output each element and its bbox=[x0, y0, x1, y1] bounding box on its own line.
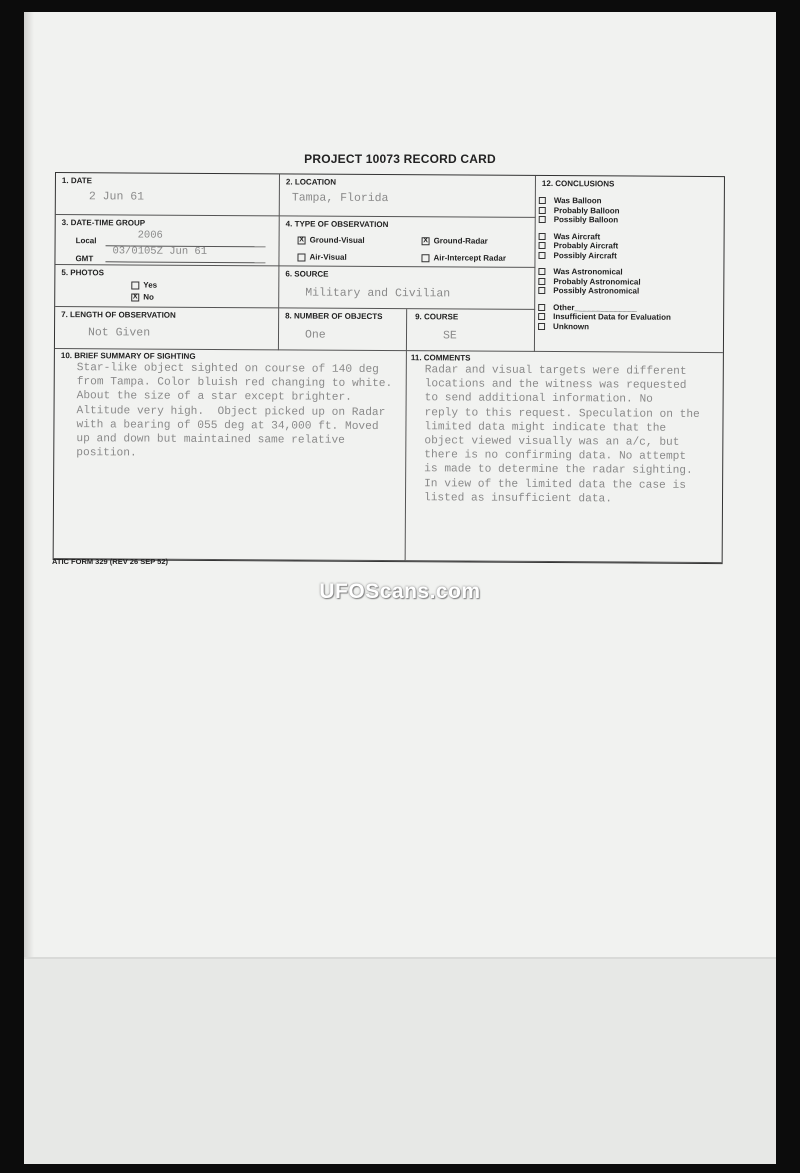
checkbox-air-visual[interactable] bbox=[297, 253, 305, 261]
conclusion-option[interactable]: Probably Balloon bbox=[539, 205, 672, 215]
comments-text: Radar and visual targets were different locations and the witness was requested to send additional information. No reply to this request. Speculation on the limited data might indicate that the object viewed visually was an a/c, but there is no confirming data. No attempt is made to determine the radar sighting. In view of the limited data the case is listed as insufficient data. bbox=[423, 364, 700, 506]
summary-label: 10. BRIEF SUMMARY OF SIGHTING bbox=[60, 351, 196, 361]
conclusion-option[interactable]: Was Balloon bbox=[539, 196, 672, 206]
type-air-intercept-radar[interactable]: Air-Intercept Radar bbox=[421, 253, 506, 263]
source-cell bbox=[279, 266, 535, 310]
photos-label: 5. PHOTOS bbox=[61, 268, 104, 278]
date-label: 1. DATE bbox=[61, 176, 93, 186]
source-value: Military and Civilian bbox=[305, 286, 451, 301]
summary-text: Star-like object sighted on course of 140 deg from Tampa. Color bluish red changing to white. About the size of a star except brighter. Altitude very high. Object picked up on Radar with a bearing of 055 deg at 34,000 ft. Moved up and down but maintained same relative position. bbox=[76, 362, 393, 460]
photos-yes[interactable]: Yes bbox=[131, 280, 157, 289]
type-label: 4. TYPE OF OBSERVATION bbox=[285, 219, 389, 230]
comments-label: 11. COMMENTS bbox=[410, 353, 471, 363]
summary-cell bbox=[54, 349, 407, 561]
watermark: UFOScans.com bbox=[319, 580, 481, 603]
conclusion-option[interactable]: Was Aircraft bbox=[539, 231, 672, 241]
checkbox-no[interactable]: X bbox=[132, 293, 138, 301]
date-value: 2 Jun 61 bbox=[88, 190, 145, 204]
checkbox-air-intercept-radar[interactable] bbox=[421, 254, 429, 262]
conclusion-group-astronomical bbox=[538, 267, 671, 296]
checkbox-ground-radar[interactable]: X bbox=[423, 237, 428, 245]
dtg-label: 3. DATE-TIME GROUP bbox=[61, 218, 146, 228]
conclusions-list bbox=[538, 196, 672, 339]
length-value: Not Given bbox=[87, 326, 151, 340]
number-cell bbox=[279, 308, 407, 351]
course-value: SE bbox=[442, 329, 457, 343]
dtg-cell bbox=[55, 215, 279, 266]
source-label: 6. SOURCE bbox=[285, 269, 329, 279]
type-cell bbox=[279, 216, 535, 268]
comments-cell bbox=[406, 351, 723, 563]
conclusion-option[interactable]: Probably Astronomical bbox=[538, 276, 671, 286]
length-cell bbox=[55, 307, 279, 350]
conclusion-option[interactable]: Possibly Aircraft bbox=[538, 250, 671, 260]
local-label: Local bbox=[75, 236, 97, 246]
checkbox-ground-visual[interactable]: X bbox=[299, 236, 304, 244]
course-cell bbox=[407, 309, 535, 352]
location-cell bbox=[280, 174, 536, 218]
number-value: One bbox=[304, 328, 326, 342]
conclusion-group-balloon bbox=[539, 196, 672, 225]
conclusion-group-other bbox=[538, 302, 671, 331]
type-ground-radar[interactable]: X Ground-Radar bbox=[423, 236, 488, 246]
type-ground-visual[interactable]: X Ground-Visual bbox=[299, 235, 365, 245]
conclusion-option[interactable]: Was Astronomical bbox=[538, 267, 671, 277]
type-air-visual[interactable]: Air-Visual bbox=[297, 252, 346, 261]
gmt-value: 03/0105Z Jun 61 bbox=[112, 245, 208, 258]
date-cell bbox=[56, 173, 280, 216]
form-identifier: ATIC FORM 329 (REV 26 SEP 52) bbox=[52, 557, 169, 566]
conclusion-option[interactable]: Other______________ bbox=[538, 302, 671, 312]
conclusion-option-insufficient[interactable]: Insufficient Data for Evaluation bbox=[538, 312, 671, 322]
local-value: 2006 bbox=[137, 229, 163, 242]
conclusion-option[interactable]: Unknown bbox=[538, 321, 671, 331]
photos-no[interactable]: X No bbox=[132, 292, 154, 302]
gmt-label: GMT bbox=[75, 254, 94, 264]
next-page-edge bbox=[24, 957, 776, 1164]
record-card bbox=[53, 172, 725, 564]
checkbox-yes[interactable] bbox=[131, 281, 139, 289]
photos-cell bbox=[55, 265, 279, 308]
location-value: Tampa, Florida bbox=[291, 191, 389, 206]
conclusions-label: 12. CONCLUSIONS bbox=[541, 178, 615, 189]
conclusion-group-aircraft bbox=[538, 231, 671, 260]
number-label: 8. NUMBER OF OBJECTS bbox=[285, 311, 383, 322]
location-label: 2. LOCATION bbox=[285, 177, 337, 187]
conclusion-option[interactable]: Possibly Astronomical bbox=[538, 286, 671, 296]
conclusion-option[interactable]: Possibly Balloon bbox=[539, 215, 672, 225]
course-label: 9. COURSE bbox=[415, 312, 459, 322]
length-label: 7. LENGTH OF OBSERVATION bbox=[61, 310, 176, 320]
card-title: PROJECT 10073 RECORD CARD bbox=[304, 152, 496, 166]
conclusion-option[interactable]: Probably Aircraft bbox=[539, 241, 672, 251]
